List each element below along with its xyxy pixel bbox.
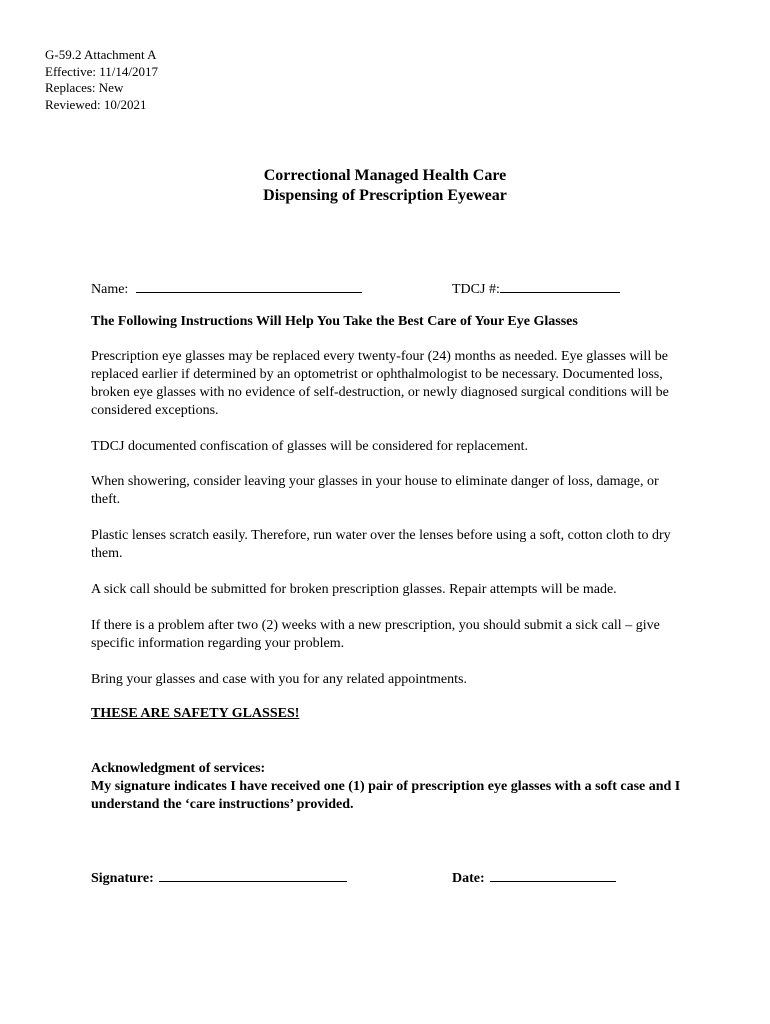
paragraph-replacement: Prescription eye glasses may be replaced every twenty-four (24) months as needed. Eye glasses will be replaced earlier if determined by an optometrist or ophthalmologist to be necessary. Documented loss, broken eye glasses with no evidence of self-destruction, or newly diagnosed surgical conditions will be considered exceptions. xyxy=(91,349,669,418)
paragraph-bring: Bring your glasses and case with you for any related appointments. xyxy=(91,672,467,687)
replaces-note: Replaces: New xyxy=(45,80,124,95)
paragraph-sick-call: A sick call should be submitted for broken prescription glasses. Repair attempts will be made. xyxy=(91,582,617,597)
date-blank[interactable] xyxy=(490,867,616,882)
name-field xyxy=(91,278,362,298)
signature-field xyxy=(91,867,347,887)
date-field xyxy=(452,867,616,887)
tdcj-field xyxy=(452,278,620,298)
form-header xyxy=(45,47,158,113)
title-line-2: Dispensing of Prescription Eyewear xyxy=(263,187,507,204)
document-title xyxy=(0,166,770,206)
acknowledgment-heading: Acknowledgment of services: xyxy=(91,761,266,776)
effective-date: Effective: 11/14/2017 xyxy=(45,63,159,79)
signature-blank[interactable] xyxy=(159,867,347,882)
date-label: Date: xyxy=(452,871,485,886)
name-blank[interactable] xyxy=(136,278,362,293)
title-line-1: Correctional Managed Health Care xyxy=(263,167,507,184)
instructions-heading: The Following Instructions Will Help You Take the Best Care of Your Eye Glasses xyxy=(91,314,578,329)
paragraph-confiscation: TDCJ documented confiscation of glasses will be considered for replacement. xyxy=(91,439,528,454)
acknowledgment-statement: My signature indicates I have received one (1) pair of prescription eye glasses with a soft case and I understand the ‘care instructions’ provided. xyxy=(91,779,681,812)
signature-label: Signature: xyxy=(91,871,154,886)
paragraph-showering: When showering, consider leaving your glasses in your house to eliminate danger of loss, damage, or theft. xyxy=(91,474,659,507)
paragraph-lenses: Plastic lenses scratch easily. Therefore, run water over the lenses before using a soft, cotton cloth to dry them. xyxy=(91,528,671,561)
tdcj-blank[interactable] xyxy=(500,278,620,293)
paragraph-problem: If there is a problem after two (2) weeks with a new prescription, you should submit a sick call – give specific information regarding your problem. xyxy=(91,618,660,651)
safety-notice: THESE ARE SAFETY GLASSES! xyxy=(91,706,300,721)
form-id: G-59.2 Attachment A xyxy=(45,47,157,62)
reviewed-date: Reviewed: 10/2021 xyxy=(45,96,147,112)
tdcj-label: TDCJ #: xyxy=(452,282,500,297)
name-label: Name: xyxy=(91,282,129,297)
